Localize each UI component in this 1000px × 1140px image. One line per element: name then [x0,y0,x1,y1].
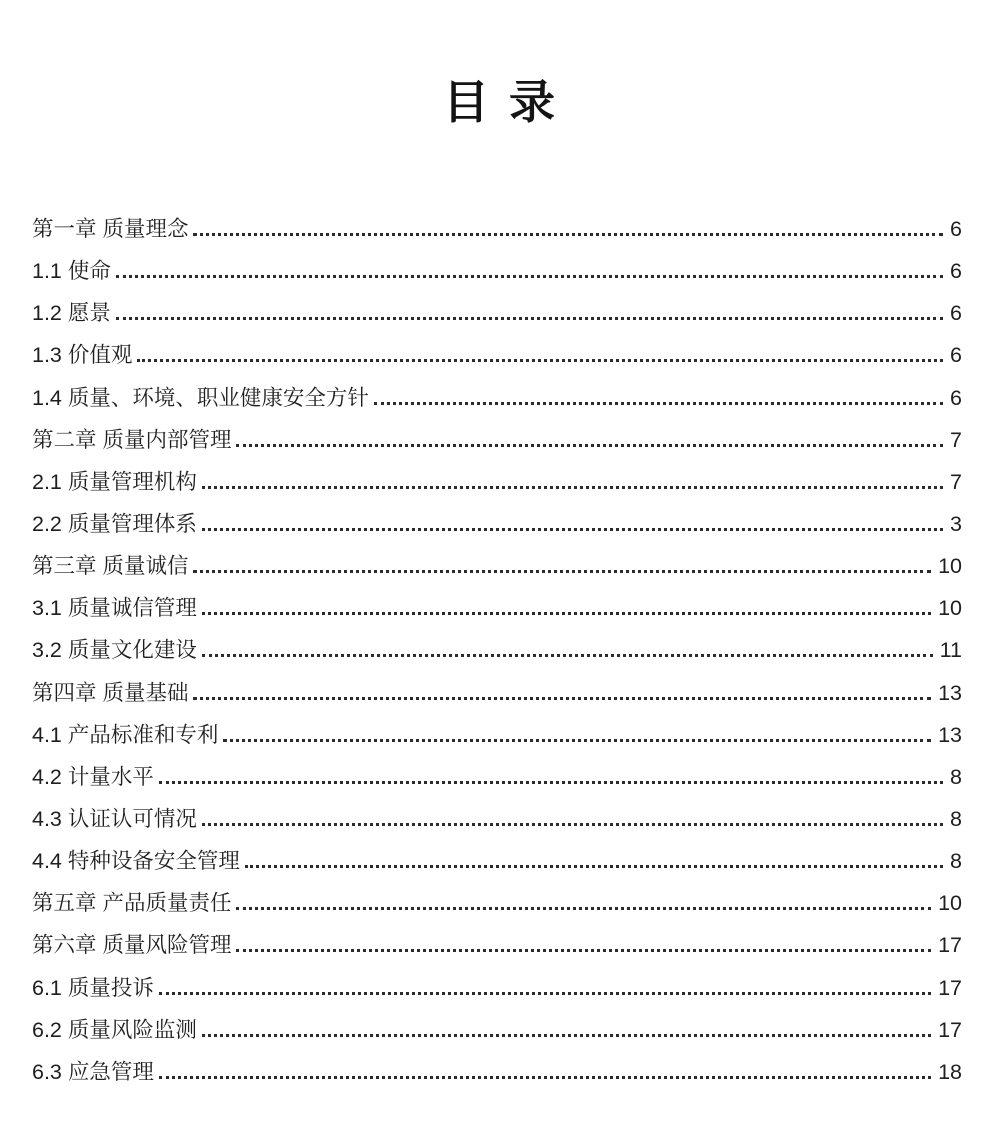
toc-entry-label: 1.3 价值观 [32,343,133,368]
toc-entry-label: 2.1 质量管理机构 [32,469,197,494]
toc-entry-label: 6.3 应急管理 [32,1059,154,1084]
toc-page-number: 11 [939,638,962,663]
toc-page-number: 7 [950,427,962,452]
toc-entry[interactable] [32,252,962,294]
toc-entry-label: 6.1 质量投诉 [32,975,154,1000]
toc-dot-leader [193,697,931,700]
toc-dot-leader [236,949,931,952]
table-of-contents [32,210,962,1095]
toc-entry-label: 第二章 质量内部管理 [32,427,232,452]
toc-page-number: 6 [950,259,962,284]
toc-page-number: 8 [950,849,962,874]
toc-dot-leader [193,570,931,573]
toc-page-number: 13 [938,680,962,705]
toc-dot-leader [159,992,931,995]
toc-entry-label: 4.3 认证认可情况 [32,806,197,831]
toc-entry-label: 4.2 计量水平 [32,764,154,789]
toc-entry-label: 第四章 质量基础 [32,680,189,705]
toc-entry[interactable] [32,926,962,968]
page-title: 目 录 [442,75,557,129]
toc-entry-label: 第五章 产品质量责任 [32,891,232,916]
toc-page-number: 18 [938,1059,962,1084]
toc-dot-leader [202,528,943,531]
toc-entry-label: 1.4 质量、环境、职业健康安全方针 [32,385,369,410]
toc-entry[interactable] [32,674,962,716]
toc-entry[interactable] [32,210,962,252]
toc-entry[interactable] [32,631,962,673]
toc-dot-leader [193,233,943,236]
toc-entry[interactable] [32,758,962,800]
toc-dot-leader [202,1034,931,1037]
toc-entry-label: 6.2 质量风险监测 [32,1017,197,1042]
toc-entry-label: 第一章 质量理念 [32,217,189,241]
toc-dot-leader [223,739,931,742]
toc-page-number: 17 [938,933,962,958]
toc-entry[interactable] [32,969,962,1011]
toc-dot-leader [245,865,943,868]
toc-entry-label: 3.1 质量诚信管理 [32,596,197,621]
toc-dot-leader [159,781,943,784]
toc-dot-leader [202,612,931,615]
toc-entry[interactable] [32,1011,962,1053]
toc-dot-leader [116,275,943,278]
toc-page-number: 8 [950,764,962,789]
toc-entry[interactable] [32,547,962,589]
toc-entry[interactable] [32,884,962,926]
toc-dot-leader [374,402,943,405]
toc-dot-leader [236,907,931,910]
toc-entry-label: 1.1 使命 [32,259,111,284]
toc-page-number: 7 [950,469,962,494]
toc-entry[interactable] [32,379,962,421]
toc-entry[interactable] [32,294,962,336]
toc-page-number: 6 [950,343,962,368]
toc-entry-label: 4.4 特种设备安全管理 [32,849,240,874]
toc-entry[interactable] [32,716,962,758]
toc-dot-leader [202,486,943,489]
toc-entry[interactable] [32,842,962,884]
toc-page-number: 6 [950,301,962,326]
toc-entry[interactable] [32,589,962,631]
toc-entry[interactable] [32,1053,962,1095]
toc-entry-label: 第三章 质量诚信 [32,554,189,579]
toc-dot-leader [202,654,933,657]
toc-entry-label: 第六章 质量风险管理 [32,933,232,958]
toc-dot-leader [137,359,943,362]
toc-dot-leader [236,444,943,447]
toc-page-number: 6 [950,217,962,241]
toc-page-number: 17 [938,975,962,1000]
toc-page-number: 3 [950,511,962,536]
toc-entry[interactable] [32,505,962,547]
toc-entry-label: 1.2 愿景 [32,301,111,326]
toc-page-number: 17 [938,1017,962,1042]
toc-entry[interactable] [32,463,962,505]
toc-page-number: 8 [950,806,962,831]
toc-page-number: 13 [938,722,962,747]
toc-page-number: 6 [950,385,962,410]
toc-dot-leader [159,1076,931,1079]
toc-dot-leader [202,823,943,826]
toc-entry[interactable] [32,336,962,378]
toc-dot-leader [116,317,943,320]
toc-entry[interactable] [32,800,962,842]
toc-page-number: 10 [938,554,962,579]
toc-page-number: 10 [938,891,962,916]
toc-entry-label: 3.2 质量文化建设 [32,638,197,663]
toc-entry-label: 2.2 质量管理体系 [32,511,197,536]
toc-entry[interactable] [32,421,962,463]
toc-page-number: 10 [938,596,962,621]
toc-entry-label: 4.1 产品标准和专利 [32,722,219,747]
